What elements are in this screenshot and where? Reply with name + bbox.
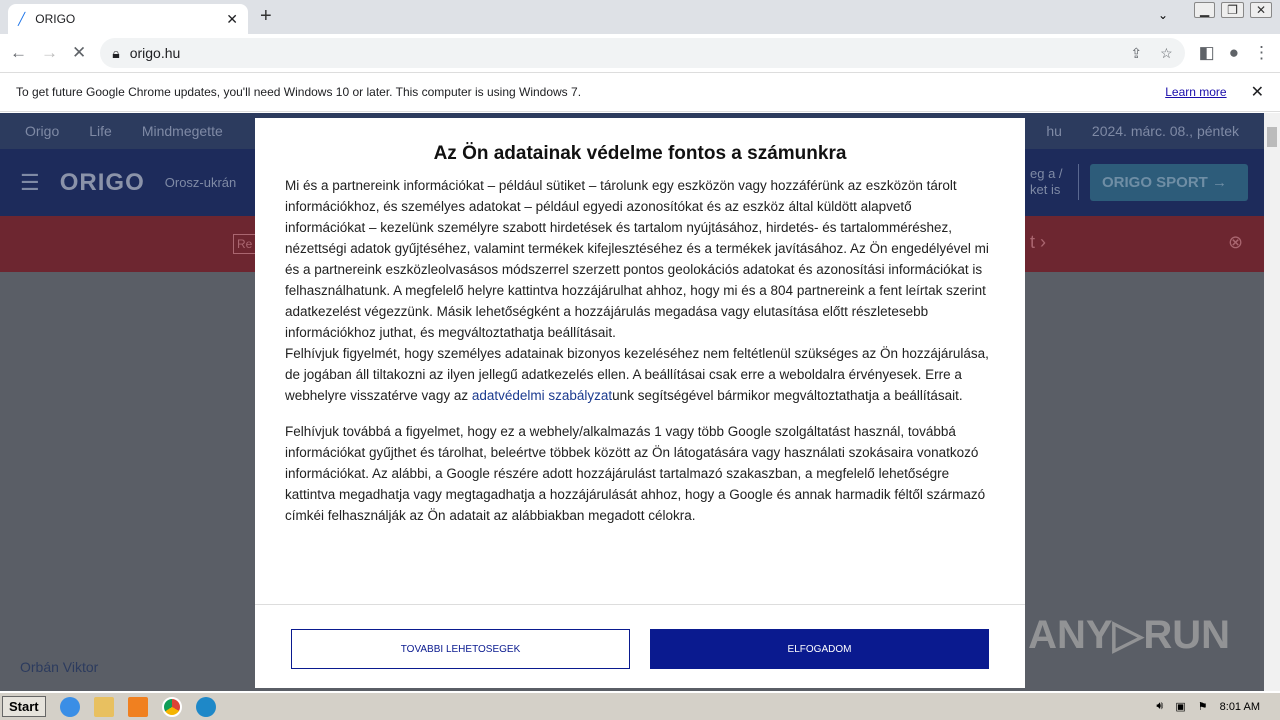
clock[interactable]: 8:01 AM — [1219, 700, 1260, 713]
media-player-icon[interactable] — [128, 697, 148, 717]
author-tag[interactable]: Orbán Viktor — [20, 659, 99, 675]
consent-paragraph-3: Felhívjuk továbbá a figyelmet, hogy ez a webhely/alkalmazás 1 vagy több Google szolgáltatást használ, továbbá információkat gyűjthet és tárolhat, beleértve többek között az Ön látogatására vagy használati szokásaira vonatkozó információkat. Az alábbi, a Google részére adott hozzájárulást tartalmazó szakaszban, a megfelelő lehetőségre kattintva megadhatja vagy megtagadhatja a hozzájárulását ahhoz, hogy a Google és annak harmadik féltől származó címkéi felhasználják az Ön adatait az alábbiakban megadott célokra. — [285, 424, 986, 523]
close-infobar-icon[interactable]: ✕ — [1250, 84, 1264, 101]
loading-icon: ╱ — [18, 12, 26, 26]
privacy-policy-link[interactable]: adatvédelmi szabályzat — [471, 388, 613, 403]
flag-icon[interactable]: ⚑ — [1197, 701, 1208, 713]
bookmark-star-icon[interactable]: ☆ — [1160, 44, 1173, 61]
tab-title: ORIGO — [35, 12, 76, 26]
accept-button[interactable]: ELFOGADOM — [650, 629, 989, 669]
forward-icon[interactable]: → — [41, 43, 58, 62]
banner-link[interactable]: t › — [1030, 232, 1046, 252]
hamburger-icon[interactable]: ☰ — [20, 169, 40, 195]
topnav-mindmegette[interactable]: Mindmegette — [141, 123, 223, 139]
menu-icon[interactable]: ⋮ — [1253, 43, 1270, 62]
start-button[interactable]: Start — [2, 696, 46, 717]
close-window-button[interactable]: ✕ — [1250, 2, 1272, 18]
tab-bar — [0, 0, 1280, 34]
ie-icon[interactable] — [60, 697, 80, 717]
topnav-life[interactable]: Life — [89, 123, 112, 139]
url-text: origo.hu — [129, 45, 181, 61]
update-infobar — [0, 72, 1280, 112]
address-bar[interactable] — [100, 38, 1184, 68]
new-tab-button[interactable]: + — [260, 5, 272, 27]
lock-icon: 🔒︎ — [112, 44, 120, 61]
banner-label: Re — [233, 234, 256, 254]
side-panel-icon[interactable]: ◧ — [1198, 43, 1215, 62]
back-icon[interactable]: ← — [10, 43, 27, 62]
profile-icon[interactable]: ● — [1228, 43, 1239, 62]
tab-search-icon[interactable]: ⌄ — [1157, 8, 1168, 22]
nav-item[interactable]: Orosz-ukrán — [164, 175, 237, 190]
share-icon[interactable]: ⇪ — [1130, 44, 1143, 61]
more-options-button[interactable]: TOVABBI LEHETOSEGEK — [291, 629, 630, 669]
dialog-title: Az Ön adatainak védelme fontos a számunkra — [433, 143, 847, 164]
consent-paragraph-2: Felhívjuk figyelmét, hogy személyes adatainak bizonyos kezeléséhez nem feltétlenül szükséges az Ön hozzájárulása, de jogában áll tiltakozni az ilyen jellegű adatkezelés ellen. A beállításai csak erre a weboldalra érvényesek. Erre a webhelyre visszatérve vagy az — [285, 346, 989, 403]
origo-logo[interactable]: ORIGO — [59, 168, 145, 196]
stop-icon[interactable]: ✕ — [72, 43, 87, 62]
consent-paragraph-2-end: unk segítségével bármikor megváltoztathatja a beállításait. — [612, 388, 963, 403]
close-banner-icon[interactable]: ⊗ — [1228, 232, 1244, 252]
restore-button[interactable]: ❐ — [1221, 2, 1244, 18]
nav-right-text: eg a / ket is — [1030, 166, 1063, 197]
consent-dialog — [255, 118, 1025, 688]
close-tab-icon[interactable]: ✕ — [226, 10, 238, 27]
explorer-icon[interactable] — [94, 697, 114, 717]
tab-origo[interactable] — [8, 4, 248, 34]
anyrun-watermark: ANY▷RUN — [1028, 613, 1230, 657]
topnav-tail[interactable]: hu — [1046, 123, 1062, 139]
consent-paragraph-1: Mi és a partnereink információkat – például sütiket – tárolunk egy eszközön vagy hozzáférünk az eszközön tárolt információkhoz, és személyes adatokat – például egyedi azonosítókat és az eszköz által küldött alapvető információkat – kezelünk személyre szabott hirdetések és tartalom nyújtásához, hirdetés- és tartalomméréshez, nézettségi adatok gyűjtéséhez, valamint termékek kifejlesztéséhez és a termékek javításához. Az Ön engedélyével mi és a partnereink eszközleolvasásos módszerrel szerzett pontos geolokációs adatokat és azonosítási információkat is felhasználhatunk. A megfelelő helyre kattintva hozzájárulhat ahhoz, hogy mi és a 804 partnereink a fent leírtak szerint adatkezelést végezzünk. Másik lehetőségként a hozzájárulás megadása vagy elutasítása előtt részletesebb információkhoz juthat, és megváltoztathatja beállításait. — [285, 178, 989, 340]
chrome-icon[interactable] — [162, 697, 182, 717]
volume-icon[interactable]: 🔊︎ — [1156, 700, 1164, 712]
minimize-button[interactable]: ▁ — [1194, 2, 1215, 18]
scrollbar[interactable] — [1264, 113, 1280, 691]
network-icon[interactable]: ▣ — [1175, 701, 1186, 713]
nav-divider — [1078, 164, 1079, 200]
learn-more-link[interactable]: Learn more — [1165, 85, 1227, 99]
infobar-message: To get future Google Chrome updates, you'll need Windows 10 or later. This computer is using Windows 7. — [16, 85, 582, 99]
date: 2024. márc. 08., péntek — [1091, 123, 1239, 139]
edge-icon[interactable] — [196, 697, 216, 717]
origo-sport-button[interactable]: ORIGO SPORT → — [1090, 164, 1248, 201]
taskbar — [0, 692, 1280, 720]
topnav-origo[interactable]: Origo — [25, 123, 60, 139]
